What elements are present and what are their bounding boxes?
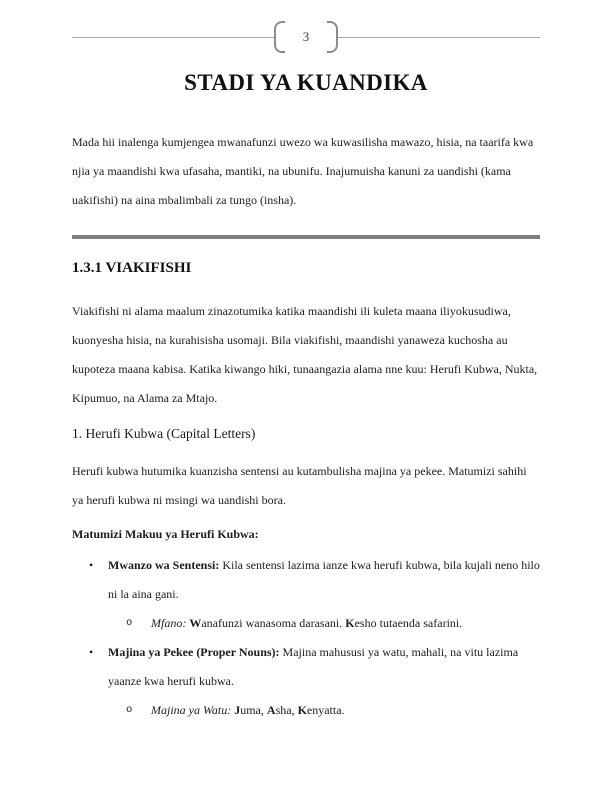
list-item-text: Kila sentensi lazima ianze kwa herufi kubwa, bila kujali neno hilo ni la aina gani. (108, 558, 540, 601)
example-label: Majina ya Watu: (151, 703, 235, 717)
example-text: K (297, 703, 307, 717)
bullet-icon: • (89, 645, 94, 659)
example-text: uma, (240, 703, 267, 717)
page-number: 3 (302, 29, 310, 44)
header-rule-left (72, 37, 274, 38)
example-text: anafunzi wanasoma darasani. (201, 616, 346, 630)
bullet-icon: • (89, 558, 94, 572)
intro-paragraph: Mada hii inalenga kumjengea mwanafunzi uwezo wa kuwasilisha mawazo, hisia, na taarifa kwa njia ya maandishi kwa ufasaha, mantiki, na ubunifu. Inajumuisha kanuni za uandishi (kama uakifishi) na aina mbalimbali za tungo (insha). (72, 135, 534, 207)
subsection-paragraph: Herufi kubwa hutumika kuanzisha sentensi au kutambulisha majina ya pekee. Matumizi sahihi ya herufi kubwa ni msingi wa uandishi bora. (72, 464, 527, 507)
left-bracket-icon (274, 21, 285, 53)
example-text: esho tutaenda safarini. (354, 616, 463, 630)
example-text: K (345, 616, 355, 630)
subsection-heading: 1. Herufi Kubwa (Capital Letters) (72, 426, 256, 441)
section-paragraph: Viakifishi ni alama maalum zinazotumika katika maandishi ili kuleta maana iliyokusudiwa, kuonyesha hisia, na kurahisisha usomaji. Bila viakifishi, maandishi yanaweza kuchosha au kupoteza maana kabisa. Katika kiwango hiki, tunaangazia alama nne kuu: Herufi Kubwa, Nukta, Kipumuo, na Alama za Mtajo. (72, 304, 538, 405)
list-item-lead: Majina ya Pekee (Proper Nouns): (108, 645, 280, 659)
example-text: A (266, 703, 276, 717)
example-text: J (234, 703, 241, 717)
circle-bullet-icon: o (126, 617, 133, 629)
circle-bullet-icon: o (126, 704, 133, 716)
list-subitem-majina-ya-watu (72, 696, 540, 725)
right-bracket-icon (327, 21, 338, 53)
header-rule-right (338, 37, 540, 38)
section-divider (72, 235, 540, 239)
section-heading: 1.3.1 VIAKIFISHI (72, 260, 192, 276)
example-text: enyatta. (306, 703, 345, 717)
list-subitem-mfano (72, 609, 540, 638)
list-title: Matumizi Makuu ya Herufi Kubwa: (72, 527, 259, 541)
bullet-list (72, 551, 540, 725)
page-header (72, 21, 540, 53)
list-item-lead: Mwanzo wa Sentensi: (108, 558, 220, 572)
list-item-mwanzo-wa-sentensi (72, 551, 540, 609)
example-text: W (189, 616, 202, 630)
document-title: STADI YA KUANDIKA (184, 70, 428, 95)
list-item-majina-ya-pekee (72, 638, 540, 696)
list-item-text: Majina mahususi ya watu, mahali, na vitu lazima yaanze kwa herufi kubwa. (108, 645, 519, 688)
example-text: sha, (275, 703, 298, 717)
example-label: Mfano: (151, 616, 190, 630)
